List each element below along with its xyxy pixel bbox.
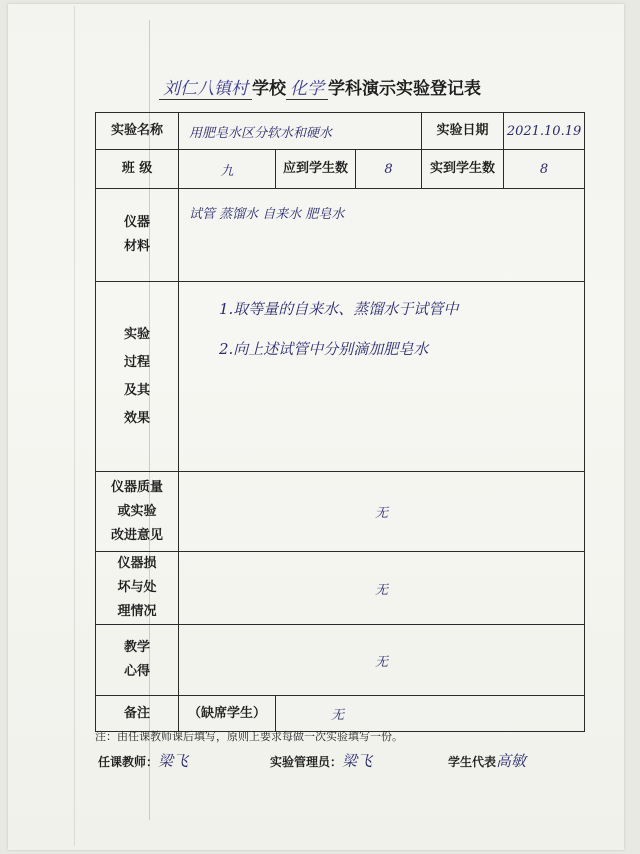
student-rep-signature: [448, 750, 526, 771]
class-label: 班 级: [96, 150, 179, 189]
manager-signature: [270, 750, 372, 771]
process-step-2: 2.向上述试管中分别滴加肥皂水: [219, 340, 429, 358]
footer-note: 注：由任课教师课后填写，原则上要求每做一次实验填写一份。: [95, 730, 403, 743]
process-cell: [179, 282, 585, 472]
reflection-value: 无: [179, 625, 585, 696]
row-quality: [96, 472, 585, 552]
row-materials: [96, 189, 585, 282]
subject-name: 化学: [286, 79, 328, 100]
quality-value: 无: [179, 472, 585, 552]
registration-table: [95, 112, 585, 732]
school-suffix: 学校: [252, 79, 286, 99]
remark-absent-label: （缺席学生）: [179, 696, 276, 732]
form-name: 学科演示实验登记表: [328, 79, 481, 99]
exp-date-value: 2021.10.19: [504, 113, 585, 150]
punch-line: [74, 6, 75, 846]
row-remark: [96, 696, 585, 732]
student-rep-label: 学生代表: [448, 755, 497, 769]
exp-name-label: 实验名称: [96, 113, 179, 150]
form-title: [0, 74, 640, 99]
remark-label: 备注: [96, 696, 179, 732]
quality-label: 仪器质量 或实验 改进意见: [96, 472, 179, 552]
remark-value: 无: [276, 696, 585, 732]
teacher-name: 梁飞: [158, 752, 189, 770]
damage-value: 无: [179, 552, 585, 625]
teacher-signature: [98, 750, 188, 771]
damage-label: 仪器损 坏与处 理情况: [96, 552, 179, 625]
school-name: 刘仁八镇村: [159, 79, 252, 100]
actual-students-value: 8: [504, 150, 585, 189]
manager-name: 梁飞: [342, 752, 373, 770]
student-rep-name: 高敏: [496, 752, 527, 770]
row-process: [96, 282, 585, 472]
row-reflection: [96, 625, 585, 696]
row-class: [96, 150, 585, 189]
reflection-label: 教学 心得: [96, 625, 179, 696]
row-damage: [96, 552, 585, 625]
materials-label: 仪器 材料: [96, 189, 179, 282]
expected-students-value: 8: [356, 150, 422, 189]
row-exp-name: [96, 113, 585, 150]
manager-label: 实验管理员：: [270, 755, 343, 769]
exp-name-value: 用肥皂水区分软水和硬水: [179, 113, 422, 150]
class-value: 九: [179, 150, 276, 189]
exp-date-label: 实验日期: [422, 113, 504, 150]
materials-value: 试管 蒸馏水 自来水 肥皂水: [179, 189, 585, 282]
actual-students-label: 实到学生数: [422, 150, 504, 189]
teacher-label: 任课教师：: [98, 755, 159, 769]
process-step-1: 1.取等量的自来水、蒸馏水于试管中: [219, 300, 459, 318]
expected-students-label: 应到学生数: [276, 150, 356, 189]
process-label: 实验 过程 及其 效果: [96, 282, 179, 472]
